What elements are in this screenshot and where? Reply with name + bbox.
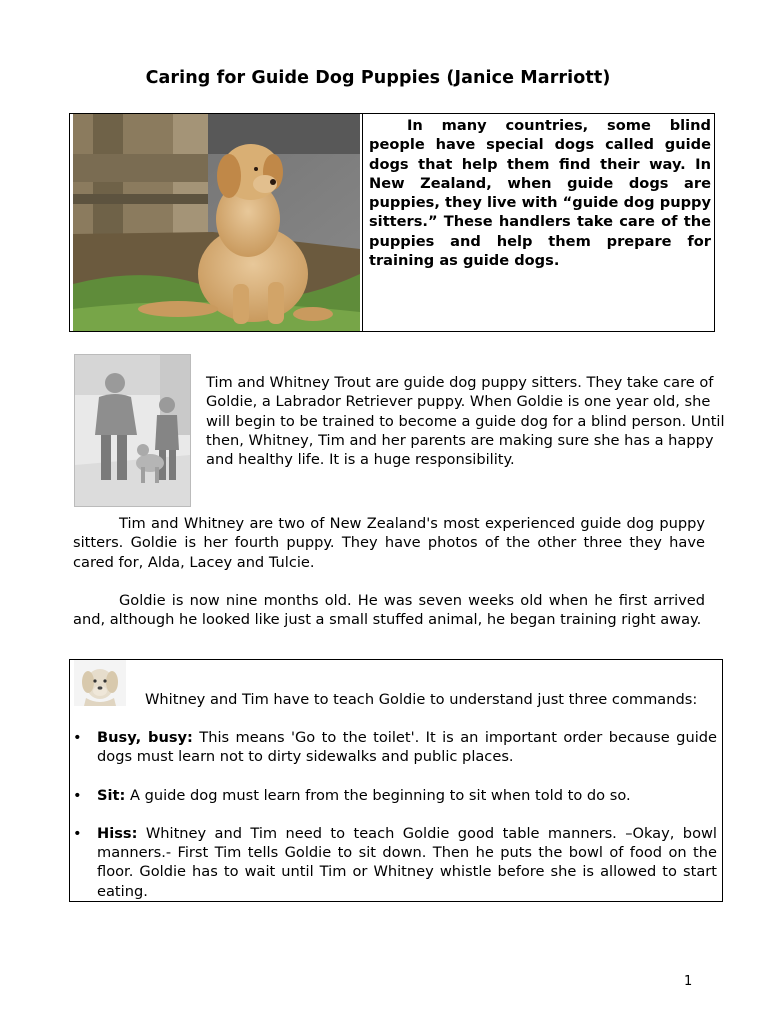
list-spacer xyxy=(70,805,720,824)
command-description: Whitney and Tim need to teach Goldie good table manners. –Okay, bowl manners.- First Tim tells Goldie to sit down. Then he puts the bowl of food on the floor. Goldie has to wait until Tim or Whitney whistle before she is allowed to start eating. xyxy=(97,824,717,900)
page-number: 1 xyxy=(684,974,693,989)
command-item-sit xyxy=(70,786,717,805)
commands-box xyxy=(69,659,723,902)
page-title: Caring for Guide Dog Puppies (Janice Marriott) xyxy=(145,68,611,88)
intro-divider xyxy=(362,114,363,331)
intro-box xyxy=(69,113,715,332)
paragraph-experienced-sitters: Tim and Whitney are two of New Zealand's most experienced guide dog puppy sitters. Goldie is her fourth puppy. They have photos of the other three they have cared for, Alda, Lacey and Tulcie. xyxy=(73,515,705,571)
paragraph-goldie-sitters: Tim and Whitney Trout are guide dog puppy sitters. They take care of Goldie, a Labrador Retriever puppy. When Goldie is one year old, she will begin to be trained to become a guide dog for a blind person. Until then, Whitney, Tim and her parents are making sure she has a happy and healthy life. It is a huge responsibility. xyxy=(206,374,725,469)
command-description: A guide dog must learn from the beginning to sit when told to do so. xyxy=(125,786,631,804)
bullet-icon: • xyxy=(73,729,82,746)
command-description: This means 'Go to the toilet'. It is an important order because guide dogs must learn not to dirty sidewalks and public places. xyxy=(97,729,717,766)
bullet-icon: • xyxy=(73,786,82,804)
command-term: Hiss: xyxy=(97,824,138,842)
puppy-photo xyxy=(73,114,360,331)
commands-intro: Whitney and Tim have to teach Goldie to understand just three commands: xyxy=(145,691,698,708)
family-walking-photo xyxy=(74,354,191,507)
command-item-busy xyxy=(70,728,717,767)
command-term: Sit: xyxy=(97,786,126,804)
commands-list xyxy=(70,728,720,901)
bullet-icon: • xyxy=(73,824,82,842)
paragraph-goldie-age: Goldie is now nine months old. He was seven weeks old when he first arrived and, although he looked like just a small stuffed animal, he began training right away. xyxy=(73,592,705,629)
command-term: Busy, busy: xyxy=(97,729,193,746)
list-spacer xyxy=(70,767,720,786)
command-item-hiss xyxy=(70,824,717,901)
intro-text: In many countries, some blind people have special dogs called guide dogs that help them find their way. In New Zealand, when guide dogs are puppies, they live with “guide dog puppy sitters.” These handlers take care of the puppies and help them prepare for training as guide dogs. xyxy=(369,117,711,270)
